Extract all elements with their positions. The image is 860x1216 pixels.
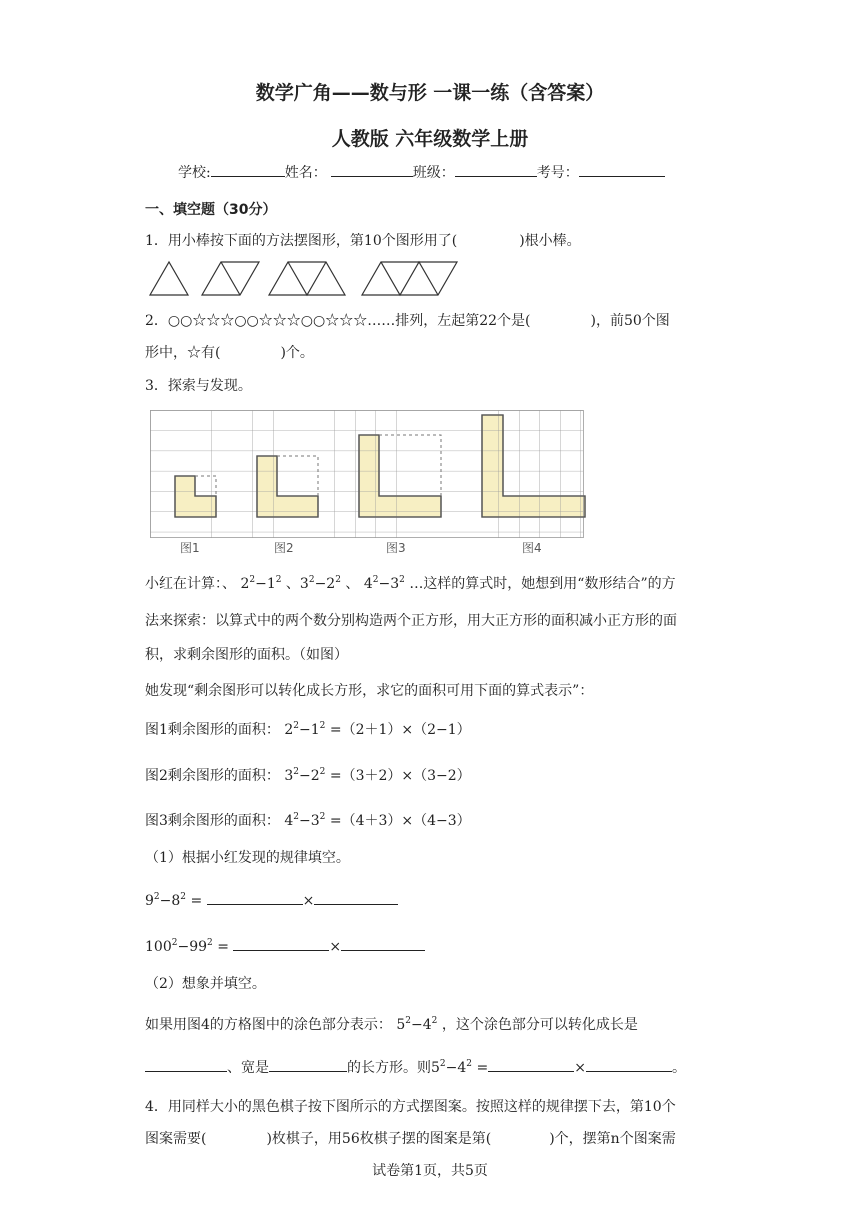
q3-para-5: 如果用图4的方格图中的涂色部分表示： $5^2-4^2$ ，这个涂色部分可以转化成长是: [145, 1016, 638, 1033]
school-label: 学校:: [178, 165, 211, 181]
fig-label-1: 图1: [180, 541, 200, 555]
exam-no-field[interactable]: [579, 162, 665, 177]
width-blank[interactable]: [269, 1057, 347, 1072]
question-4-line-1: 4．用同样大小的黑色棋子按下图所示的方式摆图案。按照这样的规律摆下去，第10个: [145, 1099, 676, 1115]
q2-text-a: 2．○○☆☆☆○○☆☆☆○○☆☆☆……排列，左起第22个是(: [145, 313, 531, 329]
q3-p6-b: 的长方形。则: [347, 1060, 431, 1076]
fill-line-2: $100^2-99^2$ = ×: [145, 936, 425, 957]
formula-3: 图3剩余图形的面积： $4^2-3^2 =(4+3)\times(4-3)$: [145, 812, 471, 829]
fig-label-3: 图3: [386, 541, 406, 555]
page-footer: 试卷第1页，共5页: [372, 1163, 488, 1179]
fill-line-1: $9^2-8^2$ = ×: [145, 890, 398, 911]
q2-text-d: )个。: [280, 345, 314, 361]
q2-text-c: 形中，☆有(: [145, 345, 221, 361]
period: 。: [671, 1060, 686, 1076]
name-field[interactable]: [331, 162, 413, 177]
fill-1b[interactable]: [314, 890, 398, 905]
q2-text-b: )，前50个图: [590, 313, 670, 329]
q3-para-3: 积，求剩余图形的面积。（如图）: [145, 647, 348, 663]
class-label: 班级：: [412, 165, 455, 181]
fill-2a[interactable]: [233, 936, 329, 951]
doc-subtitle: 人教版 六年级数学上册: [331, 128, 529, 150]
doc-title: 数学广角——数与形 一课一练（含答案）: [255, 82, 605, 104]
school-field[interactable]: [211, 162, 285, 177]
section-heading: 一、填空题（30分）: [145, 202, 277, 218]
fill-2b[interactable]: [341, 936, 425, 951]
formula-2-label: 图2剩余图形的面积：: [145, 768, 280, 784]
q3-para-4: 她发现“剩余图形可以转化成长方形，求它的面积可用下面的算式表示”：: [145, 683, 594, 699]
q3-p1-a: 小红在计算：、: [145, 576, 236, 592]
q4-text-b: )枚棋子，用56枚棋子摆的图案是第(: [266, 1131, 492, 1147]
q4-text-a: 图案需要(: [145, 1131, 207, 1147]
question-2-line-1: [145, 311, 670, 331]
fig-label-2: 图2: [274, 541, 294, 555]
triangle-sticks-figure: [148, 258, 468, 298]
formula-1: 图1剩余图形的面积： $2^2-1^2 =(2+1)\times(2-1)$: [145, 721, 471, 738]
q3-p6-a: 、宽是: [227, 1060, 269, 1076]
sub-question-2: （2）想象并填空。: [145, 976, 266, 992]
name-label: 姓名：: [284, 165, 327, 181]
question-1: [145, 231, 581, 251]
times-1: ×: [302, 893, 315, 909]
q3-p5-b: ，这个涂色部分可以转化成长是: [441, 1017, 638, 1033]
q1-text-b: )根小棒。: [519, 233, 581, 249]
fill-1a[interactable]: [207, 890, 303, 905]
grid-figure: [150, 410, 590, 560]
question-4-line-2: [145, 1129, 676, 1149]
formula-3-label: 图3剩余图形的面积：: [145, 813, 280, 829]
fig-label-4: 图4: [522, 541, 542, 555]
q3-p1-b: …这样的算式时，她想到用“数形结合”的方: [409, 576, 676, 592]
q3-para-6: 、宽是 的长方形。则$5^2-4^2$ = × 。: [145, 1057, 686, 1078]
q3-p5-a: 如果用图4的方格图中的涂色部分表示：: [145, 1017, 392, 1033]
formula-2: 图2剩余图形的面积： $3^2-2^2 =(3+2)\times(3-2)$: [145, 767, 471, 784]
fill-3a[interactable]: [488, 1057, 574, 1072]
q3-para-2: 法来探索：以算式中的两个数分别构造两个正方形，用大正方形的面积减小正方形的面: [145, 613, 677, 629]
fill-3b[interactable]: [586, 1057, 672, 1072]
times-3: ×: [574, 1060, 586, 1076]
class-field[interactable]: [455, 162, 537, 177]
student-info-row: [178, 162, 665, 183]
question-2-line-2: [145, 343, 314, 363]
q4-text-c: )个，摆第n个图案需: [549, 1131, 676, 1147]
times-2: ×: [329, 939, 342, 955]
q3-heading: 3．探索与发现。: [145, 378, 252, 394]
length-blank[interactable]: [145, 1057, 227, 1072]
q3-para-1: 小红在计算：、 $2^2-1^2$ 、$3^2-2^2$ 、 $4^2-3^2$ …这样的算式时，她想到用“数形结合”的方: [145, 575, 676, 592]
q1-text-a: 1．用小棒按下面的方法摆图形，第10个图形用了(: [145, 233, 458, 249]
exam-no-label: 考号：: [536, 165, 579, 181]
formula-1-label: 图1剩余图形的面积：: [145, 722, 280, 738]
sub-question-1: （1）根据小红发现的规律填空。: [145, 850, 350, 866]
